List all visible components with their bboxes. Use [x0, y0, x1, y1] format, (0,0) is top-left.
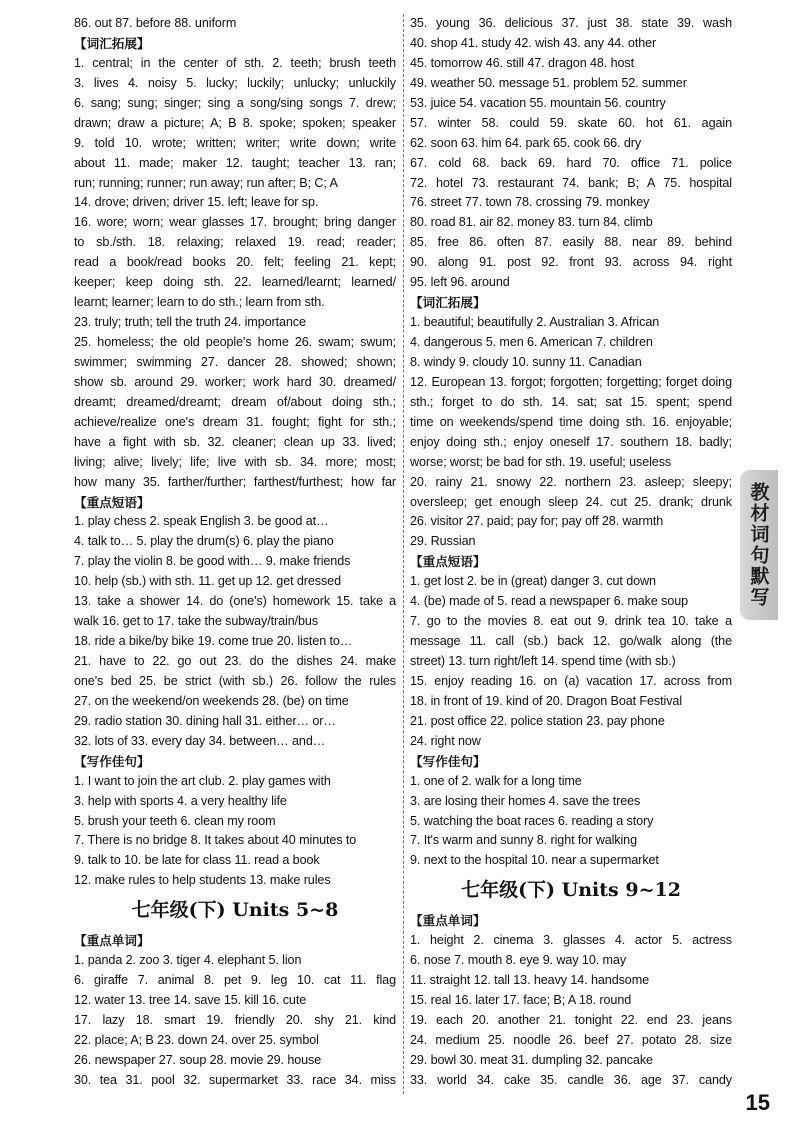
- text-line: 9. next to the hospital 10. near a supermarket: [410, 853, 659, 868]
- text-line: street) 13. turn right/left 14. spend time (with sb.): [410, 654, 676, 668]
- text-line: enjoy doing sth.; enjoy oneself 17. southern 18. badly;: [410, 434, 732, 449]
- text-line: 8. windy 9. cloudy 10. sunny 11. Canadian: [410, 354, 642, 369]
- text-line: 49. weather 50. message 51. problem 52. summer: [410, 75, 687, 90]
- page-number: 15: [745, 1090, 770, 1115]
- text-line: 14. drove; driven; driver 15. left; leave for sp.: [74, 195, 319, 210]
- text-line: learnt; learner; learn to do sth.; learn from sth.: [74, 295, 325, 310]
- text-line: worse; worst; be bad for sth. 19. useful; useless: [410, 454, 672, 469]
- text-line: achieve/realize one's dream 31. fought; fight for sth.;: [74, 414, 396, 429]
- section-heading: 【词汇拓展】: [74, 35, 150, 51]
- text-line: read a book/read books 20. felt; feeling 21. kept;: [74, 255, 396, 270]
- text-line: 35. young 36. delicious 37. just 38. state 39. wash: [410, 16, 732, 30]
- text-line: dreamt; dreamed/dreamt; dream of/about doing sth.;: [74, 394, 396, 409]
- text-line: 1. get lost 2. be in (great) danger 3. cut down: [410, 574, 656, 589]
- text-line: 9. told 10. wrote; written; writer; write down; write: [74, 135, 396, 150]
- unit-title: 七年级(下) Units 5~8: [131, 899, 339, 922]
- text-line: have a fight with sb. 32. cleaner; clean up 33. lived;: [74, 434, 396, 449]
- text-line: show sb. around 29. worker; work hard 30. dreamed/: [74, 374, 396, 389]
- text-line: 95. left 96. around: [410, 275, 510, 290]
- section-heading: 【重点单词】: [74, 933, 150, 949]
- text-line: time on weekends/spend time doing sth. 16. enjoyable;: [410, 414, 732, 429]
- text-line: 32. lots of 33. every day 34. between… and…: [74, 733, 326, 748]
- section-heading: 【写作佳句】: [410, 753, 486, 769]
- left-column: [74, 14, 396, 1091]
- text-line: 1. I want to join the art club. 2. play games with: [74, 773, 331, 788]
- text-line: 1. one of 2. walk for a long time: [410, 773, 582, 788]
- text-line: 3. help with sports 4. a very healthy life: [74, 793, 287, 808]
- text-line: 40. shop 41. study 42. wish 43. any 44. other: [410, 35, 657, 50]
- text-line: how many 35. farther/further; farthest/furthest; how far: [74, 474, 396, 489]
- text-line: 22. place; A; B 23. down 24. over 25. symbol: [74, 1032, 319, 1047]
- text-line: 18. ride a bike/by bike 19. come true 20. listen to…: [74, 634, 353, 649]
- text-line: 72. hotel 73. restaurant 74. bank; B; A 75. hospital: [410, 175, 732, 190]
- text-line: 7. It's warm and sunny 8. right for walking: [410, 833, 637, 848]
- text-line: 7. go to the movies 8. eat out 9. drink tea 10. take a: [410, 614, 732, 629]
- text-line: 6. nose 7. mouth 8. eye 9. way 10. may: [410, 953, 627, 968]
- text-line: oversleep; get enough sleep 24. cut 25. drank; drunk: [410, 494, 732, 509]
- text-line: 17. lazy 18. smart 19. friendly 20. shy 21. kind: [74, 1012, 396, 1027]
- text-line: 29. radio station 30. dining hall 31. either… or…: [74, 713, 336, 728]
- text-line: 6. giraffe 7. animal 8. pet 9. leg 10. cat 11. flag: [74, 973, 396, 987]
- text-line: 3. lives 4. noisy 5. lucky; luckily; unlucky; unluckily: [74, 75, 396, 90]
- text-line: drawn; draw a picture; A; B 8. spoke; spoken; speaker: [74, 115, 396, 130]
- right-column: [410, 14, 732, 1091]
- section-heading: 【写作佳句】: [74, 753, 150, 769]
- section-heading: 【重点短语】: [74, 494, 150, 510]
- text-line: living; alive; lively; life; live with sb. 34. more; most;: [74, 454, 396, 469]
- text-line: 80. road 81. air 82. money 83. turn 84. climb: [410, 215, 653, 230]
- unit-title: 七年级(下) Units 9~12: [461, 879, 681, 902]
- text-line: 12. make rules to help students 13. make rules: [74, 873, 331, 888]
- text-line: swimmer; swimming 27. dancer 28. showed; shown;: [74, 354, 396, 369]
- section-heading: 【词汇拓展】: [410, 295, 486, 311]
- text-line: keeper; keep doing sth. 22. learned/learnt; learned/: [74, 275, 396, 290]
- text-line: 85. free 86. often 87. easily 88. near 89. behind: [410, 235, 732, 250]
- text-line: one's bed 25. be strict (with sb.) 26. follow the rules: [74, 673, 396, 688]
- text-line: 20. rainy 21. snowy 22. northern 23. asleep; sleepy;: [410, 474, 732, 489]
- text-line: 4. dangerous 5. men 6. American 7. children: [410, 335, 653, 349]
- text-line: 33. world 34. cake 35. candle 36. age 37. candy: [410, 1072, 732, 1087]
- text-line: 9. talk to 10. be late for class 11. read a book: [74, 853, 320, 868]
- text-line: 1. height 2. cinema 3. glasses 4. actor 5. actress: [410, 933, 732, 948]
- text-line: 12. water 13. tree 14. save 15. kill 16. cute: [74, 992, 307, 1007]
- text-line: 30. tea 31. pool 32. supermarket 33. race 34. miss: [74, 1072, 396, 1087]
- text-line: 1. play chess 2. speak English 3. be good at…: [74, 514, 329, 529]
- text-line: 5. watching the boat races 6. reading a story: [410, 813, 654, 828]
- text-line: 23. truly; truth; tell the truth 24. importance: [74, 315, 306, 330]
- text-line: 16. wore; worn; wear glasses 17. brought; bring danger: [74, 215, 396, 230]
- text-line: 24. right now: [410, 733, 481, 748]
- text-line: run; running; runner; run away; run after; B; C; A: [74, 175, 338, 190]
- text-line: 29. bowl 30. meat 31. dumpling 32. pancake: [410, 1052, 653, 1067]
- text-line: message 11. call (sb.) back 12. go/walk along (the: [410, 634, 732, 649]
- text-line: 7. play the violin 8. be good with… 9. make friends: [74, 554, 351, 569]
- text-line: 19. each 20. another 21. tonight 22. end 23. jeans: [410, 1012, 732, 1027]
- text-line: 3. are losing their homes 4. save the trees: [410, 793, 641, 808]
- text-line: about 11. made; maker 12. taught; teacher 13. ran;: [74, 155, 396, 170]
- side-tab: [740, 470, 778, 620]
- text-line: 53. juice 54. vacation 55. mountain 56. country: [410, 95, 666, 110]
- text-line: 6. sang; sung; singer; sing a song/sing songs 7. drew;: [74, 95, 396, 110]
- text-line: 90. along 91. post 92. front 93. across 94. right: [410, 255, 732, 270]
- text-line: 4. (be) made of 5. read a newspaper 6. make soup: [410, 594, 689, 609]
- text-line: 12. European 13. forgot; forgotten; forgetting; forget doing: [410, 374, 732, 389]
- text-line: 1. central; in the center of sth. 2. teeth; brush teeth: [74, 55, 396, 70]
- text-line: 15. real 16. later 17. face; B; A 18. round: [410, 992, 632, 1007]
- text-line: 62. soon 63. him 64. park 65. cook 66. dry: [410, 135, 642, 150]
- section-heading: 【重点单词】: [410, 913, 486, 929]
- text-line: 76. street 77. town 78. crossing 79. monkey: [410, 195, 650, 210]
- text-line: 11. straight 12. tall 13. heavy 14. handsome: [410, 973, 650, 987]
- text-line: 67. cold 68. back 69. hard 70. office 71. police: [410, 155, 732, 170]
- text-line: to sb./sth. 18. relaxing; relaxed 19. read; reader;: [74, 235, 396, 250]
- text-line: 7. There is no bridge 8. It takes about 40 minutes to: [74, 833, 357, 848]
- text-line: 5. brush your teeth 6. clean my room: [74, 813, 276, 828]
- text-line: walk 16. get to 17. take the subway/train/bus: [74, 614, 319, 629]
- text-line: 26. visitor 27. paid; pay for; pay off 28. warmth: [410, 514, 664, 529]
- text-line: 45. tomorrow 46. still 47. dragon 48. host: [410, 55, 635, 70]
- text-line: 21. post office 22. police station 23. pay phone: [410, 713, 665, 728]
- text-line: 1. beautiful; beautifully 2. Australian 3. African: [410, 315, 660, 330]
- text-line: 1. panda 2. zoo 3. tiger 4. elephant 5. lion: [74, 953, 302, 968]
- side-tab-label: 教材词句默写: [747, 482, 770, 608]
- text-line: 24. medium 25. noodle 26. beef 27. potato 28. size: [410, 1032, 732, 1047]
- text-line: 86. out 87. before 88. uniform: [74, 16, 237, 30]
- text-line: 4. talk to… 5. play the drum(s) 6. play the piano: [74, 534, 334, 549]
- text-line: 29. Russian: [410, 534, 476, 549]
- text-line: 26. newspaper 27. soup 28. movie 29. house: [74, 1052, 322, 1067]
- section-heading: 【重点短语】: [410, 554, 486, 570]
- text-line: 13. take a shower 14. do (one's) homework 15. take a: [74, 594, 396, 609]
- text-line: 18. in front of 19. kind of 20. Dragon Boat Festival: [410, 693, 683, 708]
- text-line: sth.; forget to do sth. 14. sat; sat 15. spent; spend: [410, 394, 732, 409]
- text-line: 25. homeless; the old people's home 26. swam; swum;: [74, 335, 396, 349]
- text-line: 15. enjoy reading 16. on (a) vacation 17. across from: [410, 673, 732, 688]
- text-line: 10. help (sb.) with sth. 11. get up 12. get dressed: [74, 574, 341, 589]
- text-line: 21. have to 22. go out 23. do the dishes 24. make: [74, 654, 396, 668]
- text-line: 57. winter 58. could 59. skate 60. hot 61. again: [410, 115, 732, 130]
- text-line: 27. on the weekend/on weekends 28. (be) on time: [74, 693, 349, 708]
- column-divider: [403, 14, 405, 1094]
